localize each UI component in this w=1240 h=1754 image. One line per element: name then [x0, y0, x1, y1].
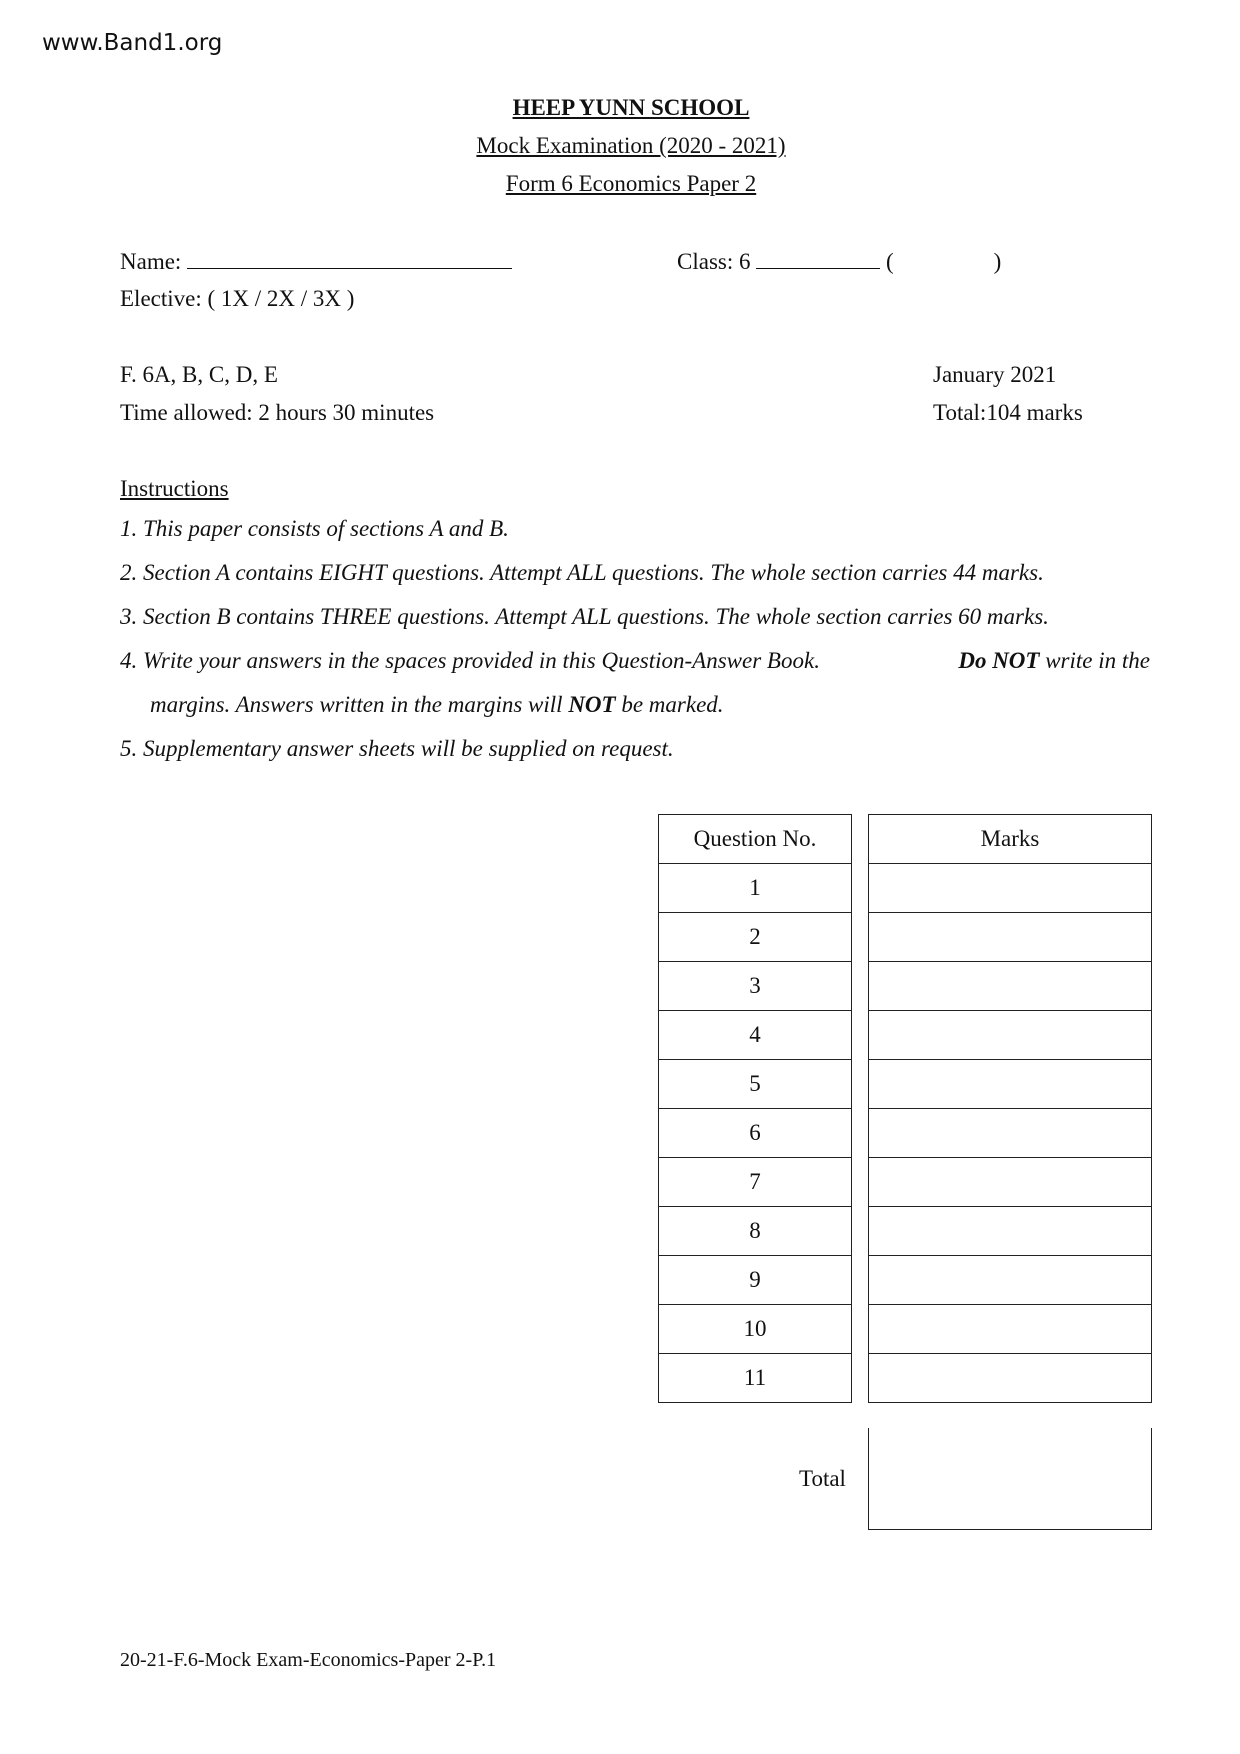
marks-row [869, 1011, 1152, 1060]
paper-title: Form 6 Economics Paper 2 [505, 171, 757, 196]
marks-row [869, 1305, 1152, 1354]
question-number: 2 [659, 913, 852, 962]
instruction-4-cont [150, 692, 724, 718]
marks-cell[interactable] [869, 1011, 1152, 1060]
marks-row [869, 1354, 1152, 1403]
question-number: 9 [659, 1256, 852, 1305]
question-row [659, 962, 852, 1011]
class-label: Class: 6 [677, 249, 751, 274]
instruction-4-bold-2: NOT [568, 692, 616, 717]
time-allowed: Time allowed: 2 hours 30 minutes [120, 400, 435, 425]
class-number-close: ) [993, 249, 1002, 274]
question-row [659, 1109, 852, 1158]
marks-cell[interactable] [869, 1256, 1152, 1305]
question-number: 4 [659, 1011, 852, 1060]
name-blank[interactable] [187, 248, 512, 269]
question-row [659, 864, 852, 913]
page-footer: 20-21-F.6-Mock Exam-Economics-Paper 2-P.1 [120, 1649, 497, 1671]
marks-cell[interactable] [869, 1207, 1152, 1256]
class-field [677, 248, 1001, 275]
watermark: www.Band1.org [42, 30, 223, 56]
elective: Elective: ( 1X / 2X / 3X ) [120, 286, 355, 311]
question-number: 6 [659, 1109, 852, 1158]
class-blank[interactable] [756, 248, 880, 269]
marks-row [869, 962, 1152, 1011]
marks-row [869, 1060, 1152, 1109]
instruction-2: 2. Section A contains EIGHT questions. Attempt ALL questions. The whole section carries 44 marks. [120, 560, 1044, 585]
question-row [659, 1207, 852, 1256]
question-row [659, 1305, 852, 1354]
instruction-3: 3. Section B contains THREE questions. Attempt ALL questions. The whole section carries 60 marks. [120, 604, 1049, 629]
question-row [659, 1354, 852, 1403]
marks-row [869, 1109, 1152, 1158]
marks-cell[interactable] [869, 864, 1152, 913]
instruction-5: 5. Supplementary answer sheets will be supplied on request. [120, 736, 674, 761]
question-number: 1 [659, 864, 852, 913]
instruction-4-text-b: write in the [1045, 648, 1150, 673]
marks-header: Marks [869, 815, 1152, 864]
marks-row [869, 1256, 1152, 1305]
marks-row [869, 1207, 1152, 1256]
marks-cell[interactable] [869, 913, 1152, 962]
instruction-4 [120, 648, 1150, 674]
total-marks: Total:104 marks [933, 400, 1083, 425]
question-row [659, 1011, 852, 1060]
instruction-4-text: 4. Write your answers in the spaces provided in this Question-Answer Book. [120, 648, 820, 673]
instruction-4-text-c: margins. Answers written in the margins will [150, 692, 563, 717]
total-marks-box[interactable] [868, 1428, 1152, 1530]
question-row [659, 913, 852, 962]
instruction-4-bold: Do NOT [958, 648, 1040, 673]
name-label: Name: [120, 249, 182, 274]
marks-cell[interactable] [869, 1354, 1152, 1403]
marks-cell[interactable] [869, 962, 1152, 1011]
school-title: HEEP YUNN SCHOOL [512, 95, 750, 120]
class-number-open: ( [885, 249, 894, 274]
classes: F. 6A, B, C, D, E [120, 362, 278, 387]
question-number: 8 [659, 1207, 852, 1256]
marks-table [868, 814, 1152, 1403]
marks-cell[interactable] [869, 1158, 1152, 1207]
marks-cell[interactable] [869, 1060, 1152, 1109]
question-number: 7 [659, 1158, 852, 1207]
exam-title: Mock Examination (2020 - 2021) [476, 133, 786, 158]
question-number: 11 [659, 1354, 852, 1403]
question-number: 3 [659, 962, 852, 1011]
total-label: Total [799, 1466, 846, 1491]
question-header: Question No. [659, 815, 852, 864]
exam-date: January 2021 [933, 362, 1057, 387]
marks-cell[interactable] [869, 1305, 1152, 1354]
marks-row [869, 1158, 1152, 1207]
question-number-table [658, 814, 852, 1403]
question-number: 10 [659, 1305, 852, 1354]
question-row [659, 1060, 852, 1109]
question-row [659, 1158, 852, 1207]
marks-cell[interactable] [869, 1109, 1152, 1158]
question-number: 5 [659, 1060, 852, 1109]
name-field [120, 248, 512, 275]
instructions-heading: Instructions [120, 476, 229, 501]
instruction-1: 1. This paper consists of sections A and B. [120, 516, 509, 541]
question-row [659, 1256, 852, 1305]
marks-row [869, 864, 1152, 913]
instruction-4-text-d: be marked. [621, 692, 724, 717]
marks-row [869, 913, 1152, 962]
